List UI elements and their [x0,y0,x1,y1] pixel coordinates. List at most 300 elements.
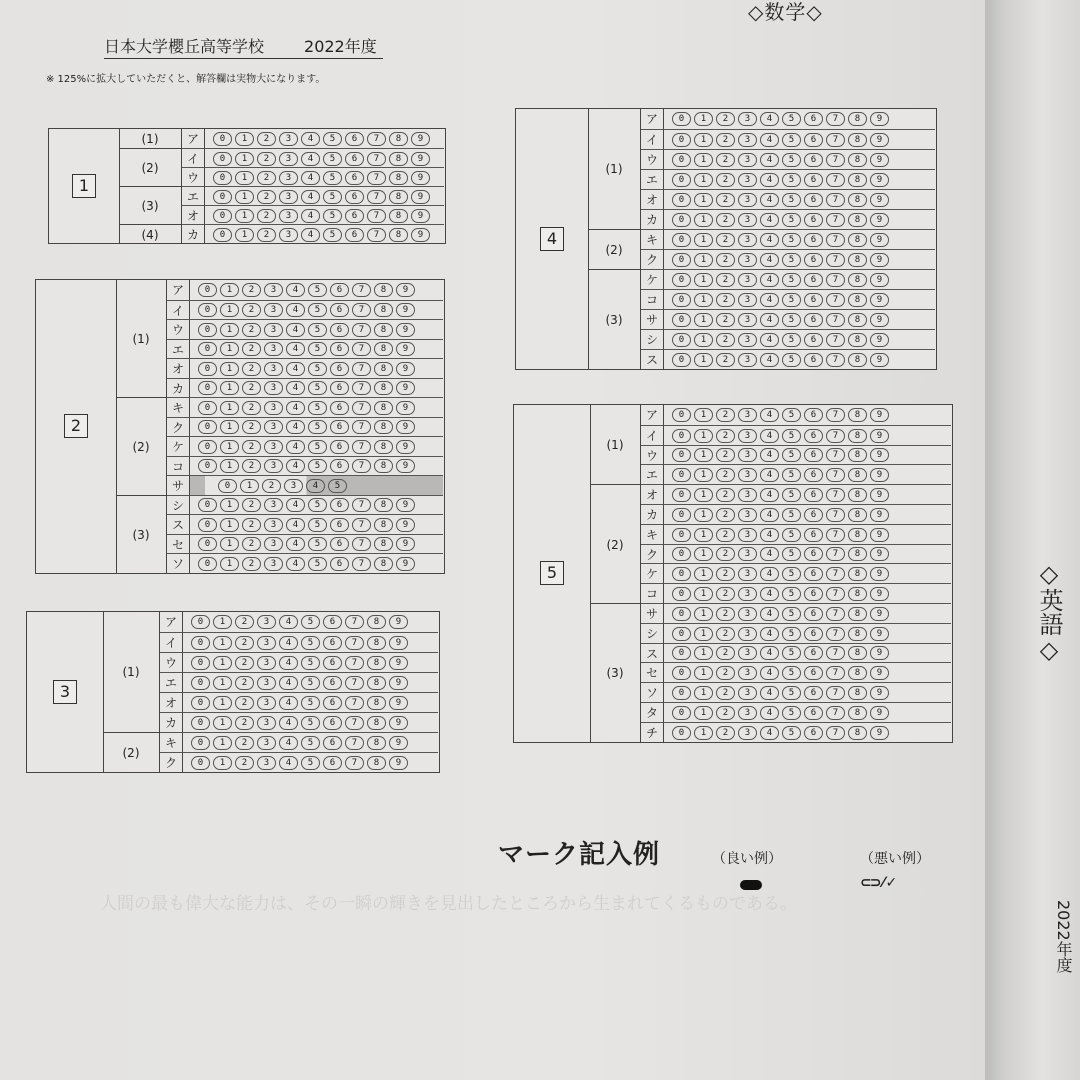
answer-bubble[interactable]: 1 [220,459,239,473]
answer-bubble[interactable]: 3 [738,353,757,367]
answer-bubble[interactable]: 2 [242,459,261,473]
answer-bubble[interactable]: 6 [804,273,823,287]
answer-bubble[interactable]: 9 [396,498,415,512]
answer-bubble[interactable]: 4 [286,323,305,337]
answer-bubble[interactable]: 0 [191,756,210,770]
answer-bubble[interactable]: 4 [286,518,305,532]
answer-bubble[interactable]: 6 [804,293,823,307]
answer-bubble[interactable]: 0 [213,152,232,166]
answer-bubble[interactable]: 4 [286,283,305,297]
answer-bubble[interactable]: 7 [345,756,364,770]
answer-bubble[interactable]: 9 [870,273,889,287]
answer-bubble[interactable]: 5 [782,547,801,561]
answer-bubble[interactable]: 1 [694,706,713,720]
answer-bubble[interactable]: 6 [330,303,349,317]
answer-bubble[interactable]: 4 [760,686,779,700]
answer-bubble[interactable]: 6 [804,666,823,680]
answer-bubble[interactable]: 7 [352,381,371,395]
answer-bubble[interactable]: 7 [352,342,371,356]
answer-bubble[interactable]: 2 [235,676,254,690]
answer-bubble[interactable]: 2 [716,508,735,522]
answer-bubble[interactable]: 8 [848,468,867,482]
answer-bubble[interactable]: 4 [279,656,298,670]
answer-bubble[interactable]: 9 [389,676,408,690]
answer-bubble[interactable]: 3 [264,323,283,337]
answer-bubble[interactable]: 2 [716,408,735,422]
answer-bubble[interactable]: 5 [301,676,320,690]
answer-bubble[interactable]: 6 [330,381,349,395]
answer-bubble[interactable]: 2 [716,468,735,482]
answer-bubble[interactable]: 0 [191,736,210,750]
answer-bubble[interactable]: 3 [738,627,757,641]
answer-bubble[interactable]: 7 [826,508,845,522]
answer-bubble[interactable]: 4 [279,696,298,710]
answer-bubble[interactable]: 0 [198,283,217,297]
answer-bubble[interactable]: 0 [198,557,217,571]
answer-bubble[interactable]: 3 [738,253,757,267]
answer-bubble[interactable]: 4 [286,498,305,512]
answer-bubble[interactable]: 7 [826,666,845,680]
answer-bubble[interactable]: 8 [848,666,867,680]
answer-bubble[interactable]: 6 [804,528,823,542]
answer-bubble[interactable]: 9 [396,283,415,297]
answer-bubble[interactable]: 0 [672,193,691,207]
answer-bubble[interactable]: 5 [782,627,801,641]
answer-bubble[interactable]: 6 [804,547,823,561]
answer-bubble[interactable]: 5 [782,333,801,347]
answer-bubble[interactable]: 0 [213,209,232,223]
answer-bubble[interactable]: 7 [826,233,845,247]
answer-bubble[interactable]: 2 [242,518,261,532]
answer-bubble[interactable]: 0 [672,173,691,187]
answer-bubble[interactable]: 6 [323,696,342,710]
answer-bubble[interactable]: 6 [330,518,349,532]
answer-bubble[interactable]: 6 [804,233,823,247]
answer-bubble[interactable]: 3 [738,547,757,561]
answer-bubble[interactable]: 1 [235,132,254,146]
answer-bubble[interactable]: 2 [235,756,254,770]
answer-bubble[interactable]: 7 [352,362,371,376]
answer-bubble[interactable]: 3 [738,233,757,247]
answer-bubble[interactable]: 6 [330,342,349,356]
answer-bubble[interactable]: 7 [826,353,845,367]
answer-bubble[interactable]: 0 [198,381,217,395]
answer-bubble[interactable]: 0 [672,508,691,522]
answer-bubble[interactable]: 9 [396,557,415,571]
answer-bubble[interactable]: 9 [870,333,889,347]
answer-bubble[interactable]: 6 [804,488,823,502]
answer-bubble[interactable]: 2 [242,420,261,434]
answer-bubble[interactable]: 6 [804,646,823,660]
answer-bubble[interactable]: 3 [738,567,757,581]
answer-bubble[interactable]: 0 [198,498,217,512]
answer-bubble[interactable]: 2 [257,171,276,185]
answer-bubble[interactable]: 4 [760,193,779,207]
answer-bubble[interactable]: 9 [870,686,889,700]
answer-bubble[interactable]: 9 [389,696,408,710]
answer-bubble[interactable]: 0 [672,353,691,367]
answer-bubble[interactable]: 9 [411,152,430,166]
answer-bubble[interactable]: 3 [738,173,757,187]
answer-bubble[interactable]: 5 [782,253,801,267]
answer-bubble[interactable]: 0 [198,323,217,337]
answer-bubble[interactable]: 7 [826,213,845,227]
answer-bubble[interactable]: 7 [352,323,371,337]
answer-bubble[interactable]: 1 [694,353,713,367]
answer-bubble[interactable]: 5 [308,303,327,317]
answer-bubble[interactable]: 4 [760,313,779,327]
answer-bubble[interactable]: 4 [760,133,779,147]
answer-bubble[interactable]: 3 [738,528,757,542]
answer-bubble[interactable]: 0 [191,636,210,650]
answer-bubble[interactable]: 8 [374,459,393,473]
answer-bubble[interactable]: 9 [411,190,430,204]
answer-bubble[interactable]: 9 [396,342,415,356]
answer-bubble[interactable]: 7 [826,627,845,641]
answer-bubble[interactable]: 1 [213,656,232,670]
answer-bubble[interactable]: 0 [672,333,691,347]
answer-bubble[interactable]: 8 [848,587,867,601]
answer-bubble[interactable]: 8 [848,547,867,561]
answer-bubble[interactable]: 2 [716,112,735,126]
answer-bubble[interactable]: 4 [760,333,779,347]
answer-bubble[interactable]: 2 [716,233,735,247]
answer-bubble[interactable]: 7 [826,646,845,660]
answer-bubble[interactable]: 0 [198,362,217,376]
answer-bubble[interactable]: 9 [870,726,889,740]
answer-bubble[interactable]: 6 [804,607,823,621]
answer-bubble[interactable]: 0 [672,567,691,581]
answer-bubble[interactable]: 4 [760,353,779,367]
answer-bubble[interactable]: 3 [738,153,757,167]
answer-bubble[interactable]: 0 [672,153,691,167]
answer-bubble[interactable]: 6 [345,152,364,166]
answer-bubble[interactable]: 6 [804,706,823,720]
answer-bubble[interactable]: 7 [352,537,371,551]
answer-bubble[interactable]: 1 [220,420,239,434]
answer-bubble[interactable]: 0 [218,479,237,493]
answer-bubble[interactable]: 7 [826,726,845,740]
answer-bubble[interactable]: 3 [264,498,283,512]
answer-bubble[interactable]: 6 [345,190,364,204]
answer-bubble[interactable]: 7 [826,112,845,126]
answer-bubble[interactable]: 2 [716,686,735,700]
answer-bubble[interactable]: 0 [198,518,217,532]
answer-bubble[interactable]: 9 [396,518,415,532]
answer-bubble[interactable]: 1 [213,676,232,690]
answer-bubble[interactable]: 6 [330,283,349,297]
answer-bubble[interactable]: 3 [738,448,757,462]
answer-bubble[interactable]: 0 [191,615,210,629]
answer-bubble[interactable]: 4 [286,362,305,376]
answer-bubble[interactable]: 8 [848,646,867,660]
answer-bubble[interactable]: 0 [191,716,210,730]
answer-bubble[interactable]: 1 [694,429,713,443]
answer-bubble[interactable]: 7 [352,440,371,454]
answer-bubble[interactable]: 8 [389,190,408,204]
answer-bubble[interactable]: 1 [220,557,239,571]
answer-bubble[interactable]: 4 [760,508,779,522]
answer-bubble[interactable]: 2 [716,193,735,207]
answer-bubble[interactable]: 1 [694,528,713,542]
answer-bubble[interactable]: 9 [396,323,415,337]
answer-bubble[interactable]: 8 [848,173,867,187]
answer-bubble[interactable]: 9 [870,313,889,327]
answer-bubble[interactable]: 7 [826,607,845,621]
answer-bubble[interactable]: 0 [672,253,691,267]
answer-bubble[interactable]: 4 [301,190,320,204]
answer-bubble[interactable]: 3 [738,468,757,482]
answer-bubble[interactable]: 5 [308,440,327,454]
answer-bubble[interactable]: 5 [782,607,801,621]
answer-bubble[interactable]: 7 [826,547,845,561]
answer-bubble[interactable]: 8 [374,498,393,512]
answer-bubble[interactable]: 6 [323,676,342,690]
answer-bubble[interactable]: 0 [672,429,691,443]
answer-bubble[interactable]: 1 [213,716,232,730]
answer-bubble[interactable]: 6 [804,627,823,641]
answer-bubble[interactable]: 3 [738,686,757,700]
answer-bubble[interactable]: 4 [760,646,779,660]
answer-bubble[interactable]: 5 [323,152,342,166]
answer-bubble[interactable]: 8 [367,615,386,629]
answer-bubble[interactable]: 6 [804,726,823,740]
answer-bubble[interactable]: 6 [804,408,823,422]
answer-bubble[interactable]: 7 [826,173,845,187]
answer-bubble[interactable]: 5 [301,736,320,750]
answer-bubble[interactable]: 5 [782,293,801,307]
answer-bubble[interactable]: 6 [345,171,364,185]
answer-bubble[interactable]: 5 [782,666,801,680]
answer-bubble[interactable]: 9 [870,587,889,601]
answer-bubble[interactable]: 4 [286,440,305,454]
answer-bubble[interactable]: 6 [330,459,349,473]
answer-bubble[interactable]: 3 [257,736,276,750]
answer-bubble[interactable]: 8 [848,726,867,740]
answer-bubble[interactable]: 9 [389,756,408,770]
answer-bubble[interactable]: 5 [782,173,801,187]
answer-bubble[interactable]: 2 [716,488,735,502]
answer-bubble[interactable]: 7 [826,333,845,347]
answer-bubble[interactable]: 6 [345,228,364,242]
answer-bubble[interactable]: 4 [301,152,320,166]
answer-bubble[interactable]: 5 [782,153,801,167]
answer-bubble[interactable]: 5 [308,401,327,415]
answer-bubble[interactable]: 9 [389,656,408,670]
answer-bubble[interactable]: 3 [738,313,757,327]
answer-bubble[interactable]: 2 [716,448,735,462]
answer-bubble[interactable]: 4 [301,132,320,146]
answer-bubble[interactable]: 3 [738,213,757,227]
answer-bubble[interactable]: 3 [738,429,757,443]
answer-bubble[interactable]: 2 [716,429,735,443]
answer-bubble[interactable]: 5 [782,686,801,700]
answer-bubble[interactable]: 7 [826,273,845,287]
answer-bubble[interactable]: 8 [848,528,867,542]
answer-bubble[interactable]: 3 [264,381,283,395]
answer-bubble[interactable]: 8 [367,756,386,770]
answer-bubble[interactable]: 2 [257,228,276,242]
answer-bubble[interactable]: 9 [870,253,889,267]
answer-bubble[interactable]: 5 [782,706,801,720]
answer-bubble[interactable]: 5 [308,498,327,512]
answer-bubble[interactable]: 2 [242,537,261,551]
answer-bubble[interactable]: 4 [760,293,779,307]
answer-bubble[interactable]: 4 [286,401,305,415]
answer-bubble[interactable]: 2 [716,173,735,187]
answer-bubble[interactable]: 4 [760,627,779,641]
answer-bubble[interactable]: 1 [694,448,713,462]
answer-bubble[interactable]: 9 [870,448,889,462]
answer-bubble[interactable]: 1 [694,646,713,660]
answer-bubble[interactable]: 5 [782,353,801,367]
answer-bubble[interactable]: 7 [826,429,845,443]
answer-bubble[interactable]: 7 [367,209,386,223]
answer-bubble[interactable]: 5 [308,381,327,395]
answer-bubble[interactable]: 8 [848,429,867,443]
answer-bubble[interactable]: 9 [870,607,889,621]
answer-bubble[interactable]: 1 [694,607,713,621]
answer-bubble[interactable]: 1 [213,736,232,750]
answer-bubble[interactable]: 3 [264,518,283,532]
answer-bubble[interactable]: 6 [804,153,823,167]
answer-bubble[interactable]: 5 [328,479,347,493]
answer-bubble[interactable]: 5 [308,537,327,551]
answer-bubble[interactable]: 8 [374,401,393,415]
answer-bubble[interactable]: 7 [826,488,845,502]
answer-bubble[interactable]: 0 [672,213,691,227]
answer-bubble[interactable]: 2 [242,381,261,395]
answer-bubble[interactable]: 4 [286,303,305,317]
answer-bubble[interactable]: 6 [330,440,349,454]
answer-bubble[interactable]: 6 [330,401,349,415]
answer-bubble[interactable]: 3 [738,488,757,502]
answer-bubble[interactable]: 1 [220,518,239,532]
answer-bubble[interactable]: 4 [760,429,779,443]
answer-bubble[interactable]: 4 [760,173,779,187]
answer-bubble[interactable]: 0 [198,537,217,551]
answer-bubble[interactable]: 7 [345,636,364,650]
answer-bubble[interactable]: 7 [826,293,845,307]
answer-bubble[interactable]: 6 [804,173,823,187]
answer-bubble[interactable]: 9 [396,459,415,473]
answer-bubble[interactable]: 3 [284,479,303,493]
answer-bubble[interactable]: 7 [826,408,845,422]
answer-bubble[interactable]: 0 [672,547,691,561]
answer-bubble[interactable]: 5 [301,636,320,650]
answer-bubble[interactable]: 6 [804,313,823,327]
answer-bubble[interactable]: 8 [374,440,393,454]
answer-bubble[interactable]: 5 [301,756,320,770]
answer-bubble[interactable]: 7 [345,615,364,629]
answer-bubble[interactable]: 1 [235,152,254,166]
answer-bubble[interactable]: 3 [264,283,283,297]
answer-bubble[interactable]: 3 [279,152,298,166]
answer-bubble[interactable]: 8 [367,736,386,750]
answer-bubble[interactable]: 1 [694,333,713,347]
answer-bubble[interactable]: 9 [389,736,408,750]
answer-bubble[interactable]: 8 [848,627,867,641]
answer-bubble[interactable]: 1 [220,362,239,376]
answer-bubble[interactable]: 6 [330,557,349,571]
answer-bubble[interactable]: 5 [323,209,342,223]
answer-bubble[interactable]: 8 [389,228,408,242]
answer-bubble[interactable]: 6 [804,468,823,482]
answer-bubble[interactable]: 9 [870,547,889,561]
answer-bubble[interactable]: 1 [213,696,232,710]
answer-bubble[interactable]: 6 [345,209,364,223]
answer-bubble[interactable]: 3 [257,656,276,670]
answer-bubble[interactable]: 6 [330,362,349,376]
answer-bubble[interactable]: 8 [848,193,867,207]
answer-bubble[interactable]: 0 [672,646,691,660]
answer-bubble[interactable]: 8 [389,171,408,185]
answer-bubble[interactable]: 1 [240,479,259,493]
answer-bubble[interactable]: 9 [389,615,408,629]
answer-bubble[interactable]: 9 [870,567,889,581]
answer-bubble[interactable]: 6 [804,429,823,443]
answer-bubble[interactable]: 2 [716,273,735,287]
answer-bubble[interactable]: 8 [374,557,393,571]
answer-bubble[interactable]: 8 [374,537,393,551]
answer-bubble[interactable]: 0 [198,401,217,415]
answer-bubble[interactable]: 5 [782,508,801,522]
answer-bubble[interactable]: 2 [242,342,261,356]
answer-bubble[interactable]: 6 [804,253,823,267]
answer-bubble[interactable]: 6 [323,615,342,629]
answer-bubble[interactable]: 8 [374,381,393,395]
answer-bubble[interactable]: 9 [411,228,430,242]
answer-bubble[interactable]: 6 [804,567,823,581]
answer-bubble[interactable]: 4 [760,587,779,601]
answer-bubble[interactable]: 3 [738,666,757,680]
answer-bubble[interactable]: 2 [716,213,735,227]
answer-bubble[interactable]: 1 [694,153,713,167]
answer-bubble[interactable]: 9 [870,646,889,660]
answer-bubble[interactable]: 6 [804,508,823,522]
answer-bubble[interactable]: 3 [264,303,283,317]
answer-bubble[interactable]: 4 [760,448,779,462]
answer-bubble[interactable]: 1 [220,537,239,551]
answer-bubble[interactable]: 8 [848,133,867,147]
answer-bubble[interactable]: 5 [782,646,801,660]
answer-bubble[interactable]: 9 [870,528,889,542]
answer-bubble[interactable]: 3 [264,440,283,454]
answer-bubble[interactable]: 9 [396,303,415,317]
answer-bubble[interactable]: 7 [826,686,845,700]
answer-bubble[interactable]: 5 [782,726,801,740]
answer-bubble[interactable]: 3 [264,537,283,551]
answer-bubble[interactable]: 7 [826,528,845,542]
answer-bubble[interactable]: 7 [826,468,845,482]
answer-bubble[interactable]: 5 [308,342,327,356]
answer-bubble[interactable]: 7 [826,133,845,147]
answer-bubble[interactable]: 9 [870,666,889,680]
answer-bubble[interactable]: 4 [760,528,779,542]
answer-bubble[interactable]: 3 [738,508,757,522]
answer-bubble[interactable]: 0 [198,420,217,434]
answer-bubble[interactable]: 2 [716,333,735,347]
answer-bubble[interactable]: 0 [672,313,691,327]
answer-bubble[interactable]: 8 [389,152,408,166]
answer-bubble[interactable]: 8 [848,293,867,307]
answer-bubble[interactable]: 2 [235,696,254,710]
answer-bubble[interactable]: 5 [308,557,327,571]
answer-bubble[interactable]: 8 [389,209,408,223]
answer-bubble[interactable]: 8 [848,567,867,581]
answer-bubble[interactable]: 5 [301,696,320,710]
answer-bubble[interactable]: 1 [694,193,713,207]
